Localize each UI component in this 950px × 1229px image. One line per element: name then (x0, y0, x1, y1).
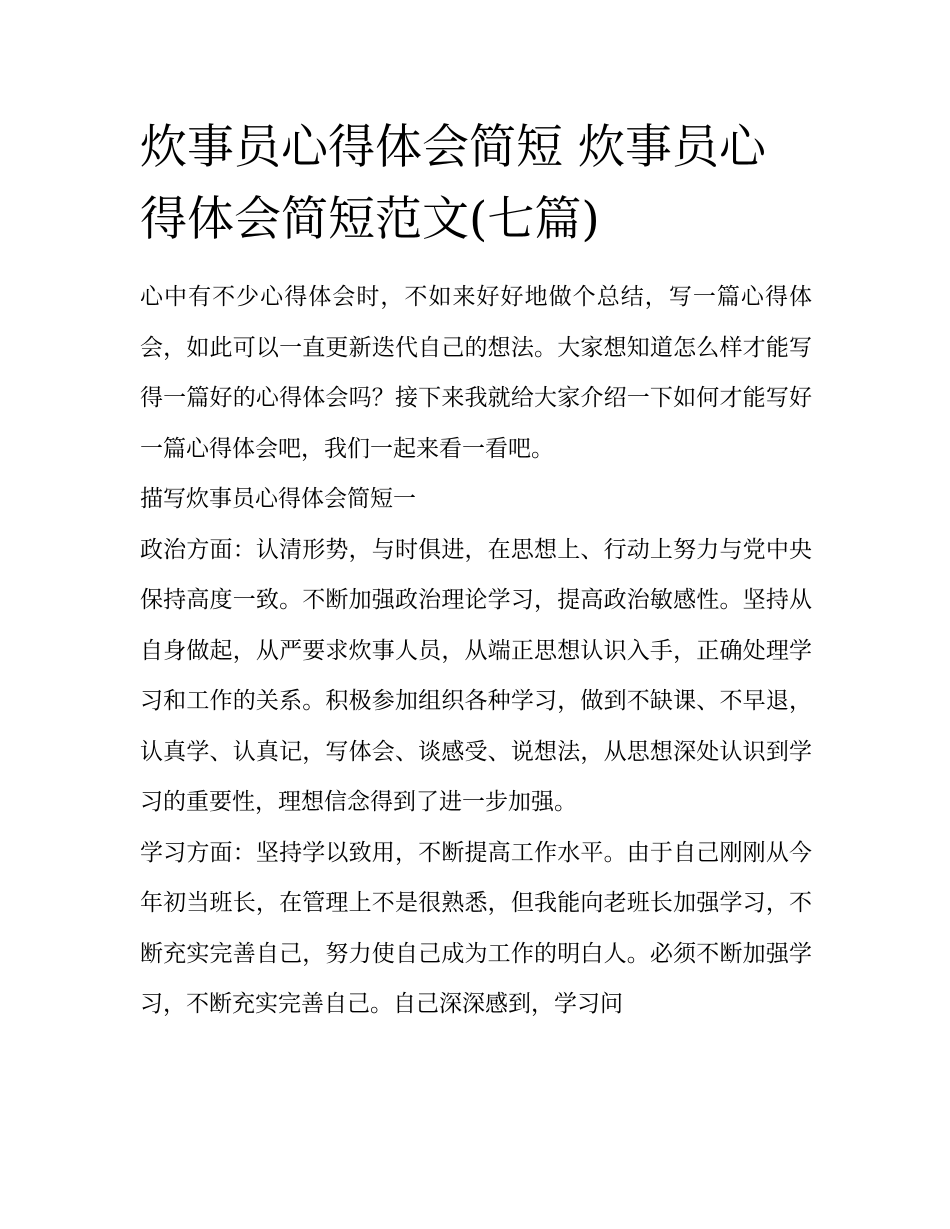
study-paragraph: 学习方面：坚持学以致用，不断提高工作水平。由于自己刚刚从今年初当班长，在管理上不是很熟悉，但我能向老班长加强学习，不断充实完善自己，努力使自己成为工作的明白人。必须不断加强学习，不断充实完善自己。自己深深感到，学习问 (140, 839, 812, 1017)
document-content (140, 112, 812, 1030)
intro-paragraph: 心中有不少心得体会时，不如来好好地做个总结，写一篇心得体会，如此可以一直更新迭代自己的想法。大家想知道怎么样才能写得一篇好的心得体会吗？接下来我就给大家介绍一下如何才能写好一篇心得体会吧，我们一起来看一看吧。 (140, 284, 812, 462)
section-heading: 描写炊事员心得体会简短一 (140, 486, 416, 512)
politics-paragraph: 政治方面：认清形势，与时俱进，在思想上、行动上努力与党中央保持高度一致。不断加强政治理论学习，提高政治敏感性。坚持从自身做起，从严要求炊事人员，从端正思想认识入手，正确处理学习和工作的关系。积极参加组织各种学习，做到不缺课、不早退，认真学、认真记，写体会、谈感受、说想法，从思想深处认识到学习的重要性，理想信念得到了进一步加强。 (140, 536, 812, 815)
document-title: 炊事员心得体会简短 炊事员心得体会简短范文(七篇) (140, 120, 766, 247)
document-body (140, 272, 812, 1030)
